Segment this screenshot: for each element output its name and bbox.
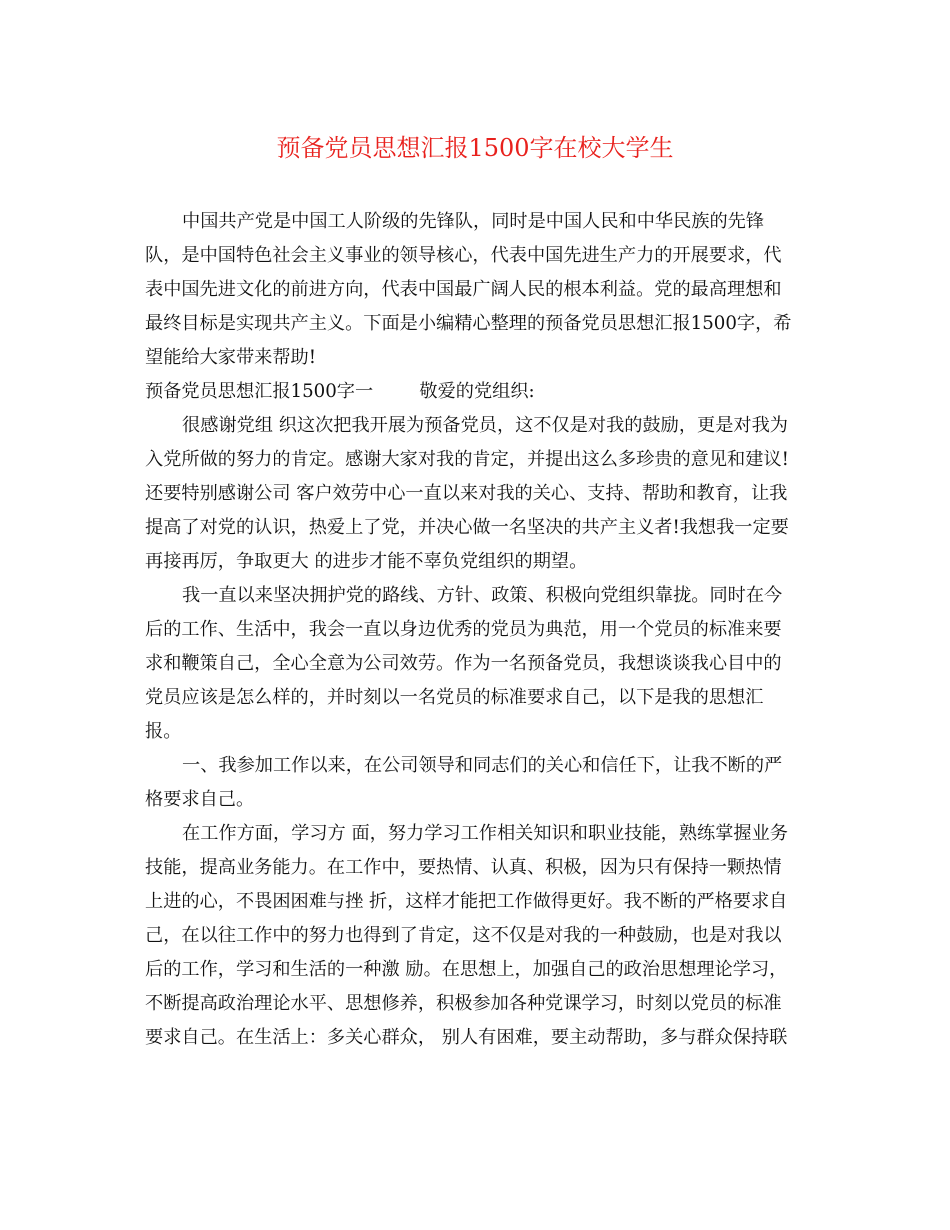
- text-line: 报。: [145, 721, 182, 742]
- text-line: 不断提高政治理论水平、思想修养，积极参加各种党课学习，时刻以党员的标准: [145, 993, 782, 1014]
- text-line: 党员应该是怎么样的，并时刻以一名党员的标准要求自己，以下是我的思想汇: [145, 687, 764, 708]
- text-line: 要求自己。在生活上：多关心群众， 别人有困难，要主动帮助，多与群众保持联: [145, 1027, 788, 1048]
- text-line: 后的工作，学习和生活的一种激 励。在思想上，加强自己的政治思想理论学习，: [145, 959, 788, 980]
- text-line: 队，是中国特色社会主义事业的领导核心，代表中国先进生产力的开展要求，代: [145, 245, 782, 266]
- text-line: 还要特别感谢公司 客户效劳中心一直以来对我的关心、支持、帮助和教育，让我: [145, 483, 788, 504]
- text-line: 求和鞭策自己，全心全意为公司效劳。作为一名预备党员，我想谈谈我心目中的: [145, 653, 782, 674]
- text-line: 技能，提高业务能力。在工作中，要热情、认真、积极，因为只有保持一颗热情: [145, 857, 782, 878]
- text-line: 己，在以往工作中的努力也得到了肯定，这不仅是对我的一种鼓励，也是对我以: [145, 925, 782, 946]
- text-line: 我一直以来坚决拥护党的路线、方针、政策、积极向党组织靠拢。同时在今: [182, 585, 783, 606]
- text-line: 提高了对党的认识，热爱上了党，并决心做一名坚决的共产主义者!我想我一定要: [145, 517, 789, 538]
- text-line: 预备党员思想汇报1500字一 敬爱的党组织:: [145, 381, 535, 402]
- text-line: 最终目标是实现共产主义。下面是小编精心整理的预备党员思想汇报1500字，希: [145, 313, 792, 334]
- text-line: 表中国先进文化的前进方向，代表中国最广阔人民的根本利益。党的最高理想和: [145, 279, 782, 300]
- text-line: 上进的心，不畏困困难与挫 折，这样才能把工作做得更好。我不断的严格要求自: [145, 891, 788, 912]
- text-line: 一、我参加工作以来，在公司领导和同志们的关心和信任下，让我不断的严: [182, 755, 783, 776]
- text-line: 中国共产党是中国工人阶级的先锋队，同时是中国人民和中华民族的先锋: [182, 211, 765, 232]
- text-line: 很感谢党组 织这次把我开展为预备党员，这不仅是对我的鼓励，更是对我为: [182, 415, 788, 436]
- document-body: [145, 205, 805, 1055]
- text-line: 再接再厉，争取更大 的进步才能不辜负党组织的期望。: [145, 551, 588, 572]
- text-line: 入党所做的努力的肯定。感谢大家对我的肯定，并提出这么多珍贵的意见和建议!: [145, 449, 789, 470]
- text-line: 格要求自己。: [145, 789, 255, 810]
- text-line: 在工作方面，学习方 面，努力学习工作相关知识和职业技能，熟练掌握业务: [182, 823, 788, 844]
- document-title: 预备党员思想汇报1500字在校大学生: [276, 134, 674, 162]
- text-line: 望能给大家带来帮助!: [145, 347, 316, 368]
- text-line: 后的工作、生活中，我会一直以身边优秀的党员为典范，用一个党员的标准来要: [145, 619, 782, 640]
